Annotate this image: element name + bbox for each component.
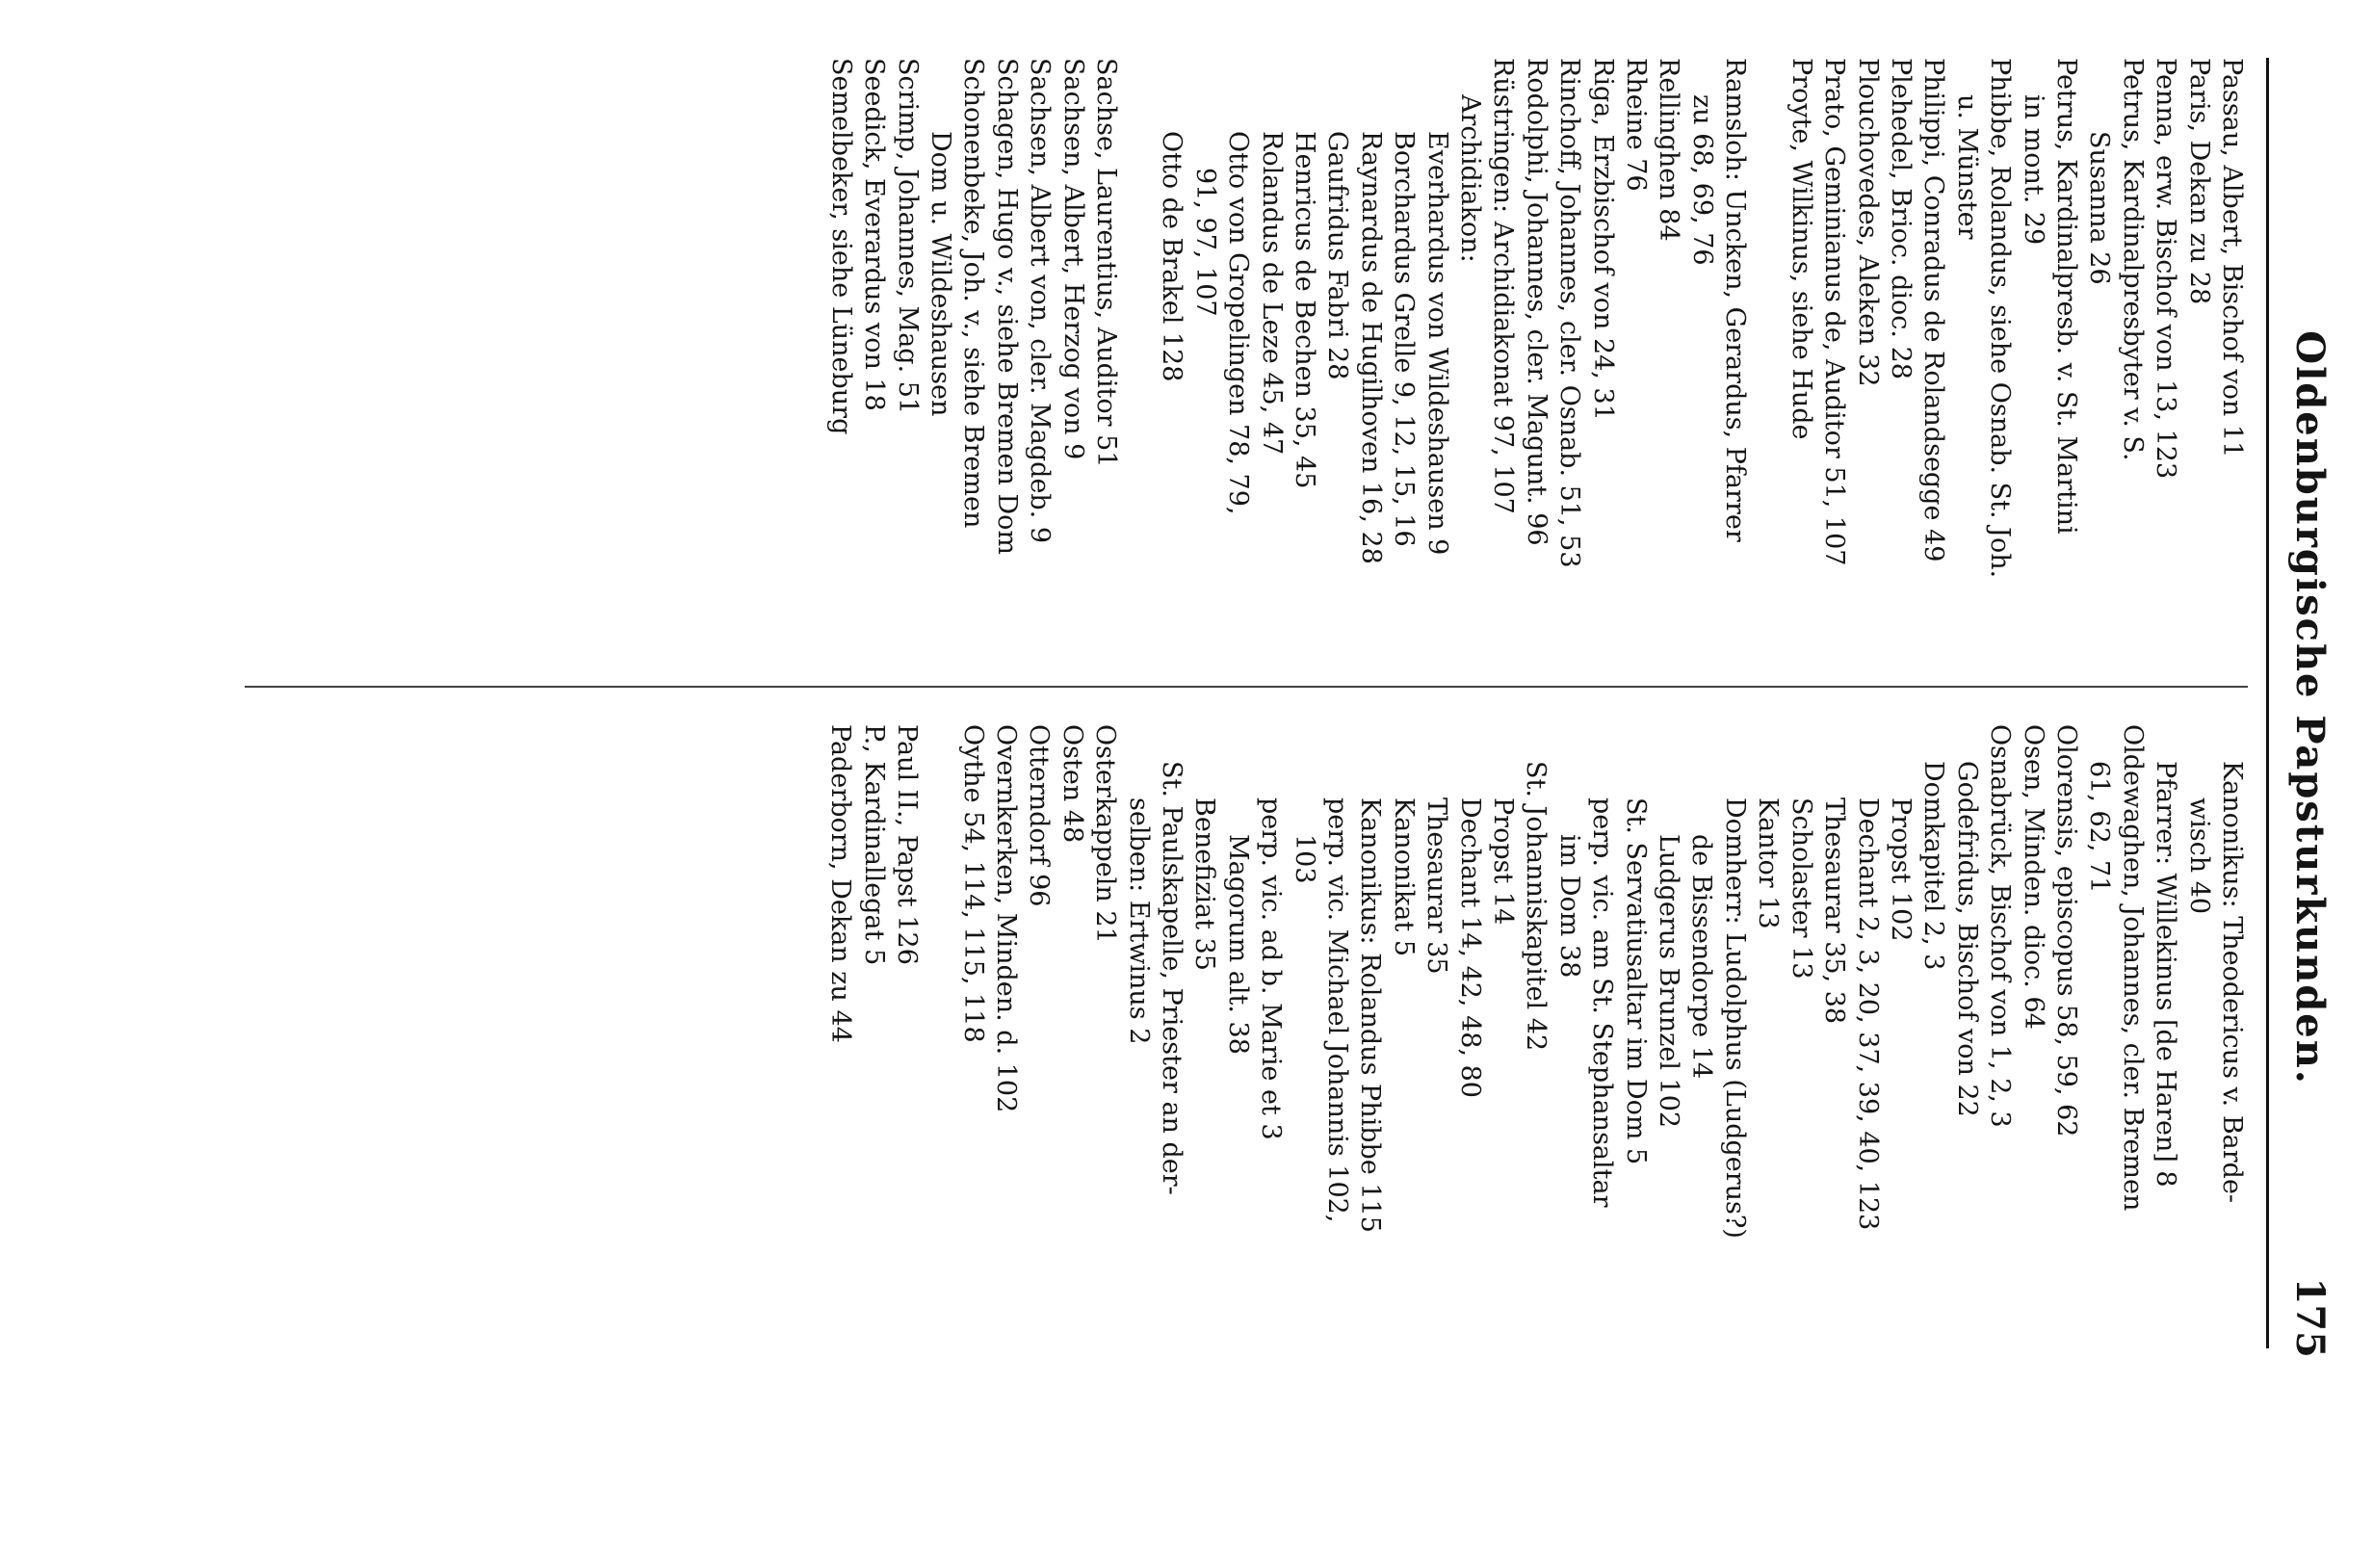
index-entry: Magorum alt. 38 xyxy=(1222,834,1253,1055)
index-entry: Ludgerus Brunzel 102 xyxy=(1654,834,1684,1129)
index-entry: Rüstringen: Archidiakonat 97, 107 xyxy=(1488,58,1519,514)
entry-gap xyxy=(923,724,955,1350)
index-entry: selben: Ertwinus 2 xyxy=(1123,797,1154,1045)
index-entry: St. Johanniskapitel 42 xyxy=(1521,761,1552,1052)
index-entry: Everhardus von Wildeshausen 9 xyxy=(1421,131,1452,556)
column-divider xyxy=(245,686,2248,688)
header-rule xyxy=(2266,58,2269,1348)
index-entry: Benefiziat 35 xyxy=(1189,797,1220,971)
index-entry: Sachsen, Albert von, cler. Magdeb. 9 xyxy=(1025,58,1056,544)
index-entry: Passau, Albert, Bischof von 11 xyxy=(2217,58,2247,458)
index-entry: Osterkappeln 21 xyxy=(1090,724,1121,944)
index-entry: Raynardus de Hugilhoven 16, 28 xyxy=(1355,131,1386,564)
index-entry: Schonenbeke, Joh. v., siehe Bremen xyxy=(958,58,989,529)
index-entry: Proyte, Wilkinus, siehe Hude xyxy=(1786,58,1816,440)
index-entry: zu 68, 69, 76 xyxy=(1686,94,1717,266)
index-entry: Domkapitel 2, 3 xyxy=(1918,761,1949,971)
index-entry: Semelbeker, siehe Lüneburg xyxy=(825,58,856,435)
index-entry: Scrimp, Johannes, Mag. 51 xyxy=(892,58,923,415)
index-entry: Osen, Minden. dioc. 64 xyxy=(2018,724,2048,1030)
index-entry: Petrus, Kardinalpresbyter v. S. xyxy=(2117,58,2148,461)
index-entry: perp. vic. ad b. Marie et 3 xyxy=(1256,797,1287,1140)
index-entry: Domherr: Ludolphus (Ludgerus?) xyxy=(1719,797,1750,1239)
index-entry: Rellinghen 84 xyxy=(1654,58,1684,242)
page-header xyxy=(2279,58,2333,1358)
index-entry: perp. vic. Michael Johannis 102, xyxy=(1322,797,1353,1223)
index-entry: Pfarrer: Willekinus [de Haren] 8 xyxy=(2151,761,2181,1188)
index-entry: Osten 48 xyxy=(1056,724,1087,844)
index-entry: Kanonikus: Rolandus Phibbe 115 xyxy=(1355,797,1386,1233)
index-entry: Oythe 54, 114, 115, 118 xyxy=(957,724,988,1043)
index-entry: Dechant 2, 3, 20, 37, 39, 40, 123 xyxy=(1852,797,1883,1231)
index-entry: Prato, Geminianus de, Auditor 51, 107 xyxy=(1819,58,1850,566)
index-entry: Dechant 14, 42, 48, 80 xyxy=(1454,797,1485,1098)
index-entry: Propst 102 xyxy=(1885,797,1916,942)
index-entry: Phibbe, Rolandus, siehe Osnab. St. Joh. xyxy=(1985,58,2016,579)
running-title: Oldenburgische Papsturkunden. xyxy=(2287,330,2333,1085)
index-entry: Olorensis, episcopus 58, 59, 62 xyxy=(2050,724,2081,1137)
index-entry: Paderborn, Dekan zu 44 xyxy=(825,724,856,1043)
index-entry: Otto von Gropelingen 78, 79, xyxy=(1223,131,1254,515)
index-entry: Propst 14 xyxy=(1488,797,1519,926)
index-entry: im Dom 38 xyxy=(1553,834,1584,979)
index-entry: Gaufridus Fabri 28 xyxy=(1322,131,1353,380)
index-entry: Overnkerken, Minden. d. 102 xyxy=(990,724,1021,1113)
index-entry: P., Kardinallegat 5 xyxy=(858,724,889,966)
index-entry: wisch 40 xyxy=(2183,797,2214,915)
index-entry: Oldewaghen, Johannes, cler. Bremen xyxy=(2117,724,2148,1212)
index-entry: Rheine 76 xyxy=(1621,58,1652,192)
index-entry: Penna, erw. Bischof von 13, 123 xyxy=(2151,58,2181,480)
index-entry: Kanonikus: Theodericus v. Barde- xyxy=(2217,761,2247,1204)
index-entry: Ramsloh: Uncken, Gerardus, Pfarrer xyxy=(1720,58,1751,542)
index-entry: Plouchovedes, Aleken 32 xyxy=(1852,58,1883,387)
index-entry: 103 xyxy=(1289,834,1319,884)
index-entry: de Bissendorpe 14 xyxy=(1686,834,1717,1080)
index-entry: Kanonikat 5 xyxy=(1388,797,1419,957)
index-entry: u. Münster xyxy=(1951,94,1982,240)
index-entry: Rinchoff, Johannes, cler. Osnab. 51, 53 xyxy=(1554,58,1585,568)
index-entry: Schagen, Hugo v., siehe Bremen Dom xyxy=(991,58,1022,555)
index-entry: Petrus, Kardinalpresb. v. St. Martini xyxy=(2050,58,2081,535)
index-entry: Paris, Dekan zu 28 xyxy=(2183,58,2214,305)
index-entry: Seedick, Everardus von 18 xyxy=(859,58,890,411)
index-entry: St. Servatiusaltar im Dom 5 xyxy=(1620,797,1651,1165)
index-entry: Plehedel, Brioc. dioc. 28 xyxy=(1885,58,1916,379)
index-entry: Otto de Brakel 128 xyxy=(1157,131,1187,382)
index-entry: Henricus de Bechen 35, 45 xyxy=(1290,131,1320,489)
index-entry: Osnabrück, Bischof von 1, 2, 3 xyxy=(1985,724,2016,1128)
index-entry: Riga, Erzbischof von 24, 31 xyxy=(1587,58,1618,421)
index-entry: perp. vic. am St. Stephansaltar xyxy=(1587,797,1618,1208)
entry-gap xyxy=(1751,58,1784,684)
index-entry: Thesaurar 35, 38 xyxy=(1819,797,1850,1025)
index-entry: Scholaster 13 xyxy=(1786,797,1816,980)
page-number: 175 xyxy=(2287,1277,2333,1358)
index-entry: Archidiakon: xyxy=(1455,94,1486,263)
index-entry: Philippi, Conradus de Rolandsegge 49 xyxy=(1918,58,1949,562)
index-entry: Dom u. Wildeshausen xyxy=(925,131,955,417)
index-entry: Thesaurar 35 xyxy=(1421,797,1452,975)
index-entry: St. Paulskapelle, Priester an der- xyxy=(1157,761,1186,1195)
index-entry: Godefridus, Bischof von 22 xyxy=(1951,761,1982,1117)
index-column-right xyxy=(823,724,2248,1350)
index-entry: 91, 97, 107 xyxy=(1189,168,1220,317)
index-entry: Rolandus de Leze 45, 47 xyxy=(1256,131,1287,456)
index-entry: Sachsen, Albert, Herzog von 9 xyxy=(1057,58,1088,460)
index-entry: in mont. 29 xyxy=(2018,94,2048,246)
index-column-left xyxy=(823,58,2248,684)
index-entry: Sachse, Laurentius, Auditor 51 xyxy=(1091,58,1121,468)
index-entry: Borchardus Grelle 9, 12, 15, 16 xyxy=(1389,131,1420,547)
index-entry: Kantor 13 xyxy=(1753,797,1784,929)
index-entry: Otterndorf 96 xyxy=(1024,724,1055,907)
index-entry: Susanna 26 xyxy=(2084,131,2115,285)
index-entry: Paul II., Papst 126 xyxy=(892,724,923,965)
index-entry: 61, 62, 71 xyxy=(2084,761,2115,894)
index-entry: Rodolphi, Johannes, cler. Magunt. 96 xyxy=(1521,58,1552,546)
entry-gap xyxy=(1122,58,1155,684)
